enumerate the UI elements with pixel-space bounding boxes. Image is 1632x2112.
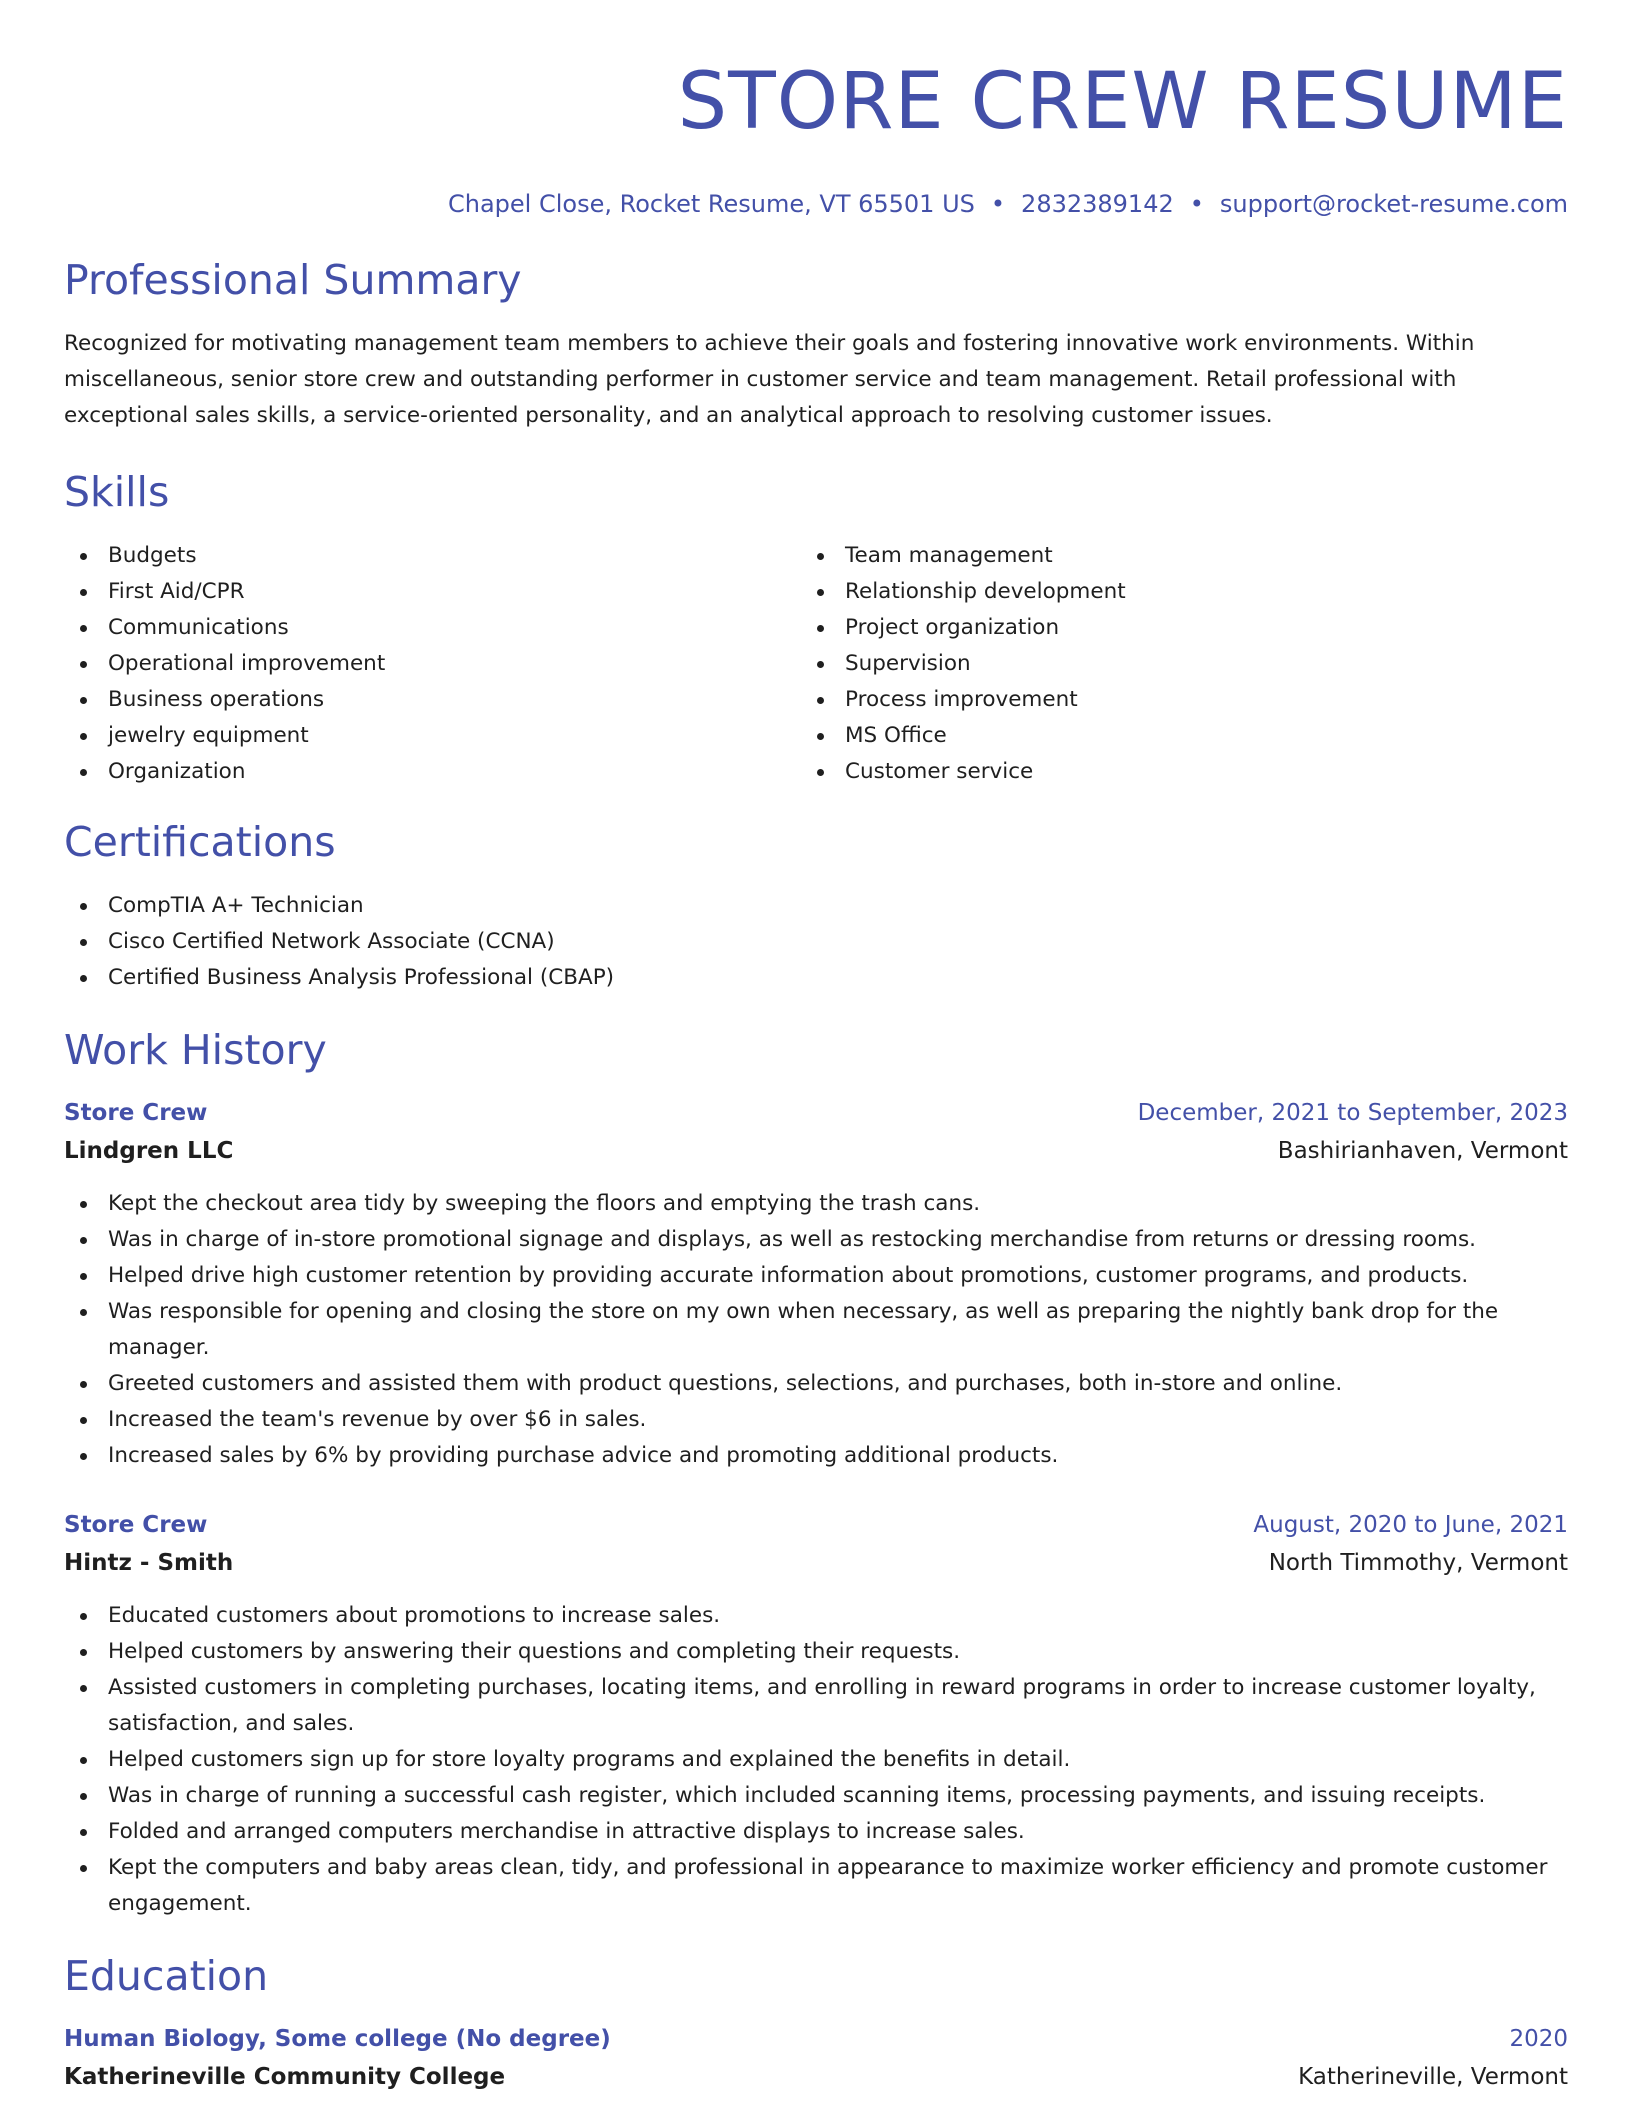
education-section	[64, 1950, 1568, 2096]
job-header	[64, 1506, 1568, 1544]
skill-item: Operational improvement	[64, 646, 801, 682]
education-location: Katherineville, Vermont	[1298, 2064, 1568, 2090]
job-bullet: Was in charge of in-store promotional signage and displays, as well as restocking merchandise from returns or dressing rooms.	[64, 1222, 1568, 1258]
work-history-section	[64, 1024, 1568, 1922]
skill-item: Process improvement	[801, 682, 1538, 718]
job-bullet: Was responsible for opening and closing the store on my own when necessary, as well as preparing the nightly bank drop for the manager.	[64, 1294, 1568, 1366]
job-company: Lindgren LLC	[64, 1138, 234, 1164]
job-bullet: Helped customers by answering their questions and completing their requests.	[64, 1634, 1568, 1670]
contact-separator: •	[1189, 190, 1204, 218]
job-bullet: Increased the team's revenue by over $6 in sales.	[64, 1402, 1568, 1438]
skill-item: jewelry equipment	[64, 718, 801, 754]
job-bullet: Was in charge of running a successful cash register, which included scanning items, processing payments, and issuing receipts.	[64, 1778, 1568, 1814]
job-title: Store Crew	[64, 1100, 208, 1126]
job-dates: December, 2021 to September, 2023	[1137, 1100, 1568, 1126]
skills-section	[64, 466, 1568, 790]
job-header	[64, 1094, 1568, 1132]
education-heading: Education	[64, 1952, 269, 2000]
contact-line	[64, 188, 1568, 220]
certification-item: CompTIA A+ Technician	[64, 888, 1568, 924]
education-year: 2020	[1509, 2026, 1568, 2052]
education-entry	[64, 2020, 1568, 2096]
job-title: Store Crew	[64, 1512, 208, 1538]
contact-address: Chapel Close, Rocket Resume, VT 65501 US	[447, 190, 975, 218]
skills-grid	[64, 538, 1568, 790]
job-bullet: Kept the checkout area tidy by sweeping the floors and emptying the trash cans.	[64, 1186, 1568, 1222]
certifications-list	[64, 888, 1568, 996]
job-bullet: Educated customers about promotions to increase sales.	[64, 1598, 1568, 1634]
job-bullets	[64, 1598, 1568, 1922]
contact-phone: 2832389142	[1021, 190, 1174, 218]
job-company: Hintz - Smith	[64, 1550, 234, 1576]
skill-item: Organization	[64, 754, 801, 790]
education-subheader	[64, 2058, 1568, 2096]
contact-email: support@rocket-resume.com	[1219, 190, 1568, 218]
certifications-section	[64, 816, 1568, 996]
skill-item: Budgets	[64, 538, 801, 574]
job-subheader	[64, 1544, 1568, 1582]
job-bullet: Folded and arranged computers merchandise in attractive displays to increase sales.	[64, 1814, 1568, 1850]
job-bullet: Helped drive high customer retention by providing accurate information about promotions, customer programs, and products.	[64, 1258, 1568, 1294]
skills-heading: Skills	[64, 468, 170, 516]
skill-item: Team management	[801, 538, 1538, 574]
education-degree: Human Biology, Some college (No degree)	[64, 2026, 611, 2052]
certification-item: Certified Business Analysis Professional (CBAP)	[64, 960, 1568, 996]
job-bullet: Increased sales by 6% by providing purchase advice and promoting additional products.	[64, 1438, 1568, 1474]
job-bullet: Kept the computers and baby areas clean, tidy, and professional in appearance to maximize worker efficiency and promote customer engagement.	[64, 1850, 1568, 1922]
education-school: Katherineville Community College	[64, 2064, 506, 2090]
job-entry	[64, 1506, 1568, 1922]
job-subheader	[64, 1132, 1568, 1170]
job-bullet: Assisted customers in completing purchases, locating items, and enrolling in reward programs in order to increase customer loyalty, satisfaction, and sales.	[64, 1670, 1568, 1742]
skill-item: First Aid/CPR	[64, 574, 801, 610]
skill-item: Communications	[64, 610, 801, 646]
certification-item: Cisco Certified Network Associate (CCNA)	[64, 924, 1568, 960]
job-bullets	[64, 1186, 1568, 1474]
contact-separator: •	[990, 190, 1006, 218]
skill-item: Supervision	[801, 646, 1538, 682]
skills-left-list	[64, 538, 801, 790]
job-bullet: Helped customers sign up for store loyalty programs and explained the benefits in detail.	[64, 1742, 1568, 1778]
skill-item: Business operations	[64, 682, 801, 718]
skills-right-list	[801, 538, 1538, 790]
work-history-heading: Work History	[64, 1026, 327, 1074]
summary-text: Recognized for motivating management team members to achieve their goals and fostering innovative work environments. Within miscellaneous, senior store crew and outstanding performer in customer service and team management. Retail professional with exceptional sales skills, a service-oriented personality, and an analytical approach to resolving customer issues.	[64, 331, 1475, 428]
job-location: Bashirianhaven, Vermont	[1277, 1138, 1568, 1164]
education-header	[64, 2020, 1568, 2058]
job-entry	[64, 1094, 1568, 1474]
job-dates: August, 2020 to June, 2021	[1253, 1512, 1568, 1538]
skill-item: Project organization	[801, 610, 1538, 646]
certifications-heading: Certifications	[64, 818, 336, 866]
summary-section	[64, 254, 1568, 434]
job-location: North Timmothy, Vermont	[1268, 1550, 1568, 1576]
skill-item: Customer service	[801, 754, 1538, 790]
skill-item: Relationship development	[801, 574, 1538, 610]
skill-item: MS Office	[801, 718, 1538, 754]
summary-heading: Professional Summary	[64, 256, 522, 304]
job-bullet: Greeted customers and assisted them with product questions, selections, and purchases, both in-store and online.	[64, 1366, 1568, 1402]
resume-title: STORE CREW RESUME	[677, 57, 1568, 147]
